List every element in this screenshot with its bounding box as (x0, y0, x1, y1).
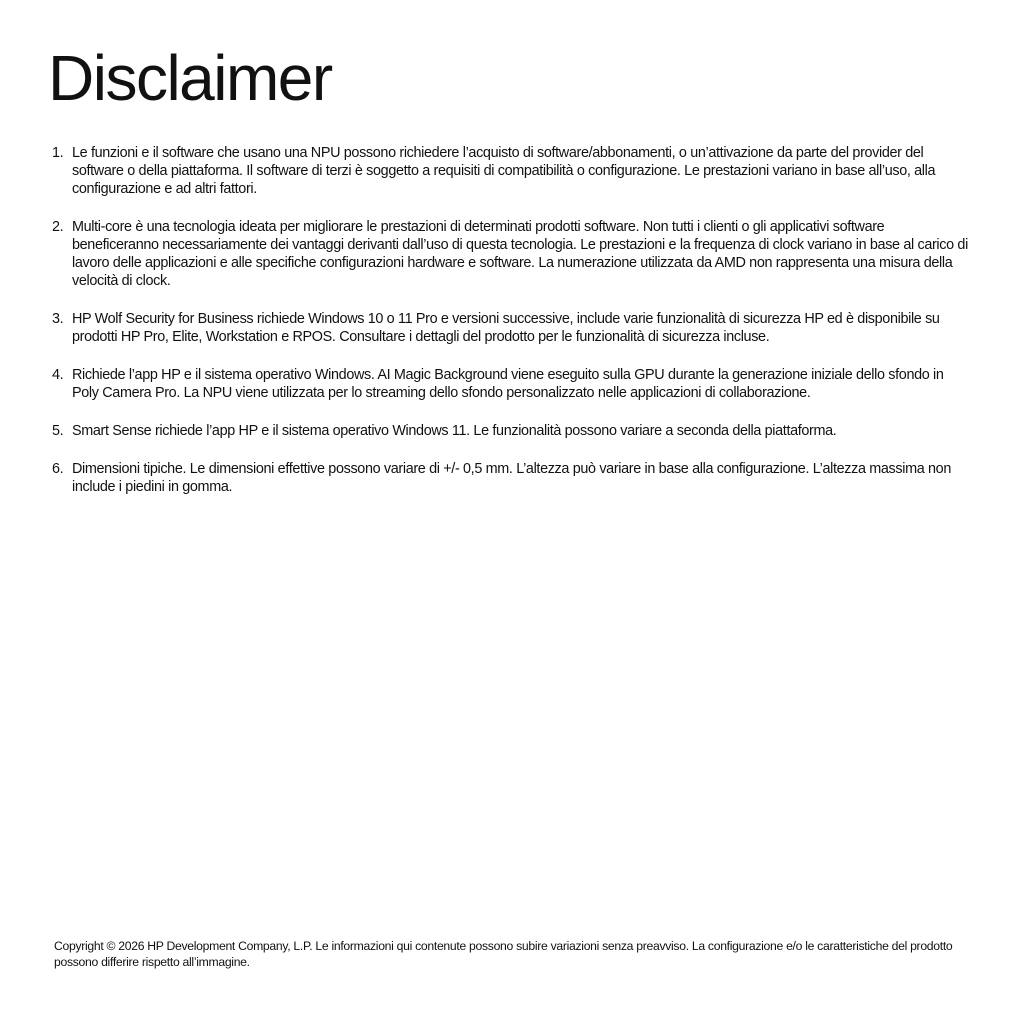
note-text: HP Wolf Security for Business richiede Windows 10 o 11 Pro e versioni successive, include varie funzionalità di sicurezza HP ed è disponibile su prodotti HP Pro, Elite, Workstation e RPOS. Consultare i dettagli del prodotto per le funzionalità di sicurezza incluse. (72, 311, 940, 345)
note-text: Richiede l’app HP e il sistema operativo Windows. AI Magic Background viene eseguito sulla GPU durante la generazione iniziale dello sfondo in Poly Camera Pro. La NPU viene utilizzata per lo streaming dello sfondo personalizzato nelle applicazioni di collaborazione. (72, 367, 944, 401)
note-text: Multi-core è una tecnologia ideata per migliorare le prestazioni di determinati prodotti software. Non tutti i clienti o gli applicativi software beneficeranno necessariamente dei vantaggi derivanti dall’uso di questa tecnologia. Le prestazioni e la frequenza di clock variano in base al carico di lavoro delle applicazioni e alle specifiche configurazioni hardware e software. La numerazione utilizzata da AMD non rappresenta una misura della velocità di clock. (72, 219, 968, 289)
note-number: 4. (52, 367, 64, 383)
page-title: Disclaimer (48, 42, 332, 114)
disclaimer-note-6 (52, 460, 972, 496)
note-number: 1. (52, 145, 64, 161)
note-text: Le funzioni e il software che usano una NPU possono richiedere l’acquisto di software/abbonamenti, o un’attivazione da parte del provider del software o della piattaforma. Il software di terzi è soggetto a requisiti di compatibilità o configurazione. Le prestazioni variano in base all’uso, alla configurazione e ad altri fattori. (72, 145, 936, 197)
disclaimer-note-3 (52, 310, 972, 346)
note-text: Smart Sense richiede l’app HP e il sistema operativo Windows 11. Le funzionalità possono variare a seconda della piattaforma. (72, 423, 837, 439)
disclaimer-note-1 (52, 144, 972, 198)
note-number: 5. (52, 423, 64, 439)
note-number: 6. (52, 461, 64, 477)
note-text: Dimensioni tipiche. Le dimensioni effettive possono variare di +/- 0,5 mm. L’altezza può variare in base alla configurazione. L’altezza massima non include i piedini in gomma. (72, 461, 951, 495)
disclaimer-note-4 (52, 366, 972, 402)
disclaimer-note-5 (52, 422, 972, 440)
note-number: 3. (52, 311, 64, 327)
disclaimer-note-2 (52, 218, 972, 290)
copyright-footer: Copyright © 2026 HP Development Company, L.P. Le informazioni qui contenute possono subire variazioni senza preavviso. La configurazione e/o le caratteristiche del prodotto possono differire rispetto all’immagine. (54, 939, 953, 969)
note-number: 2. (52, 219, 64, 235)
disclaimer-notes-list (52, 144, 972, 516)
